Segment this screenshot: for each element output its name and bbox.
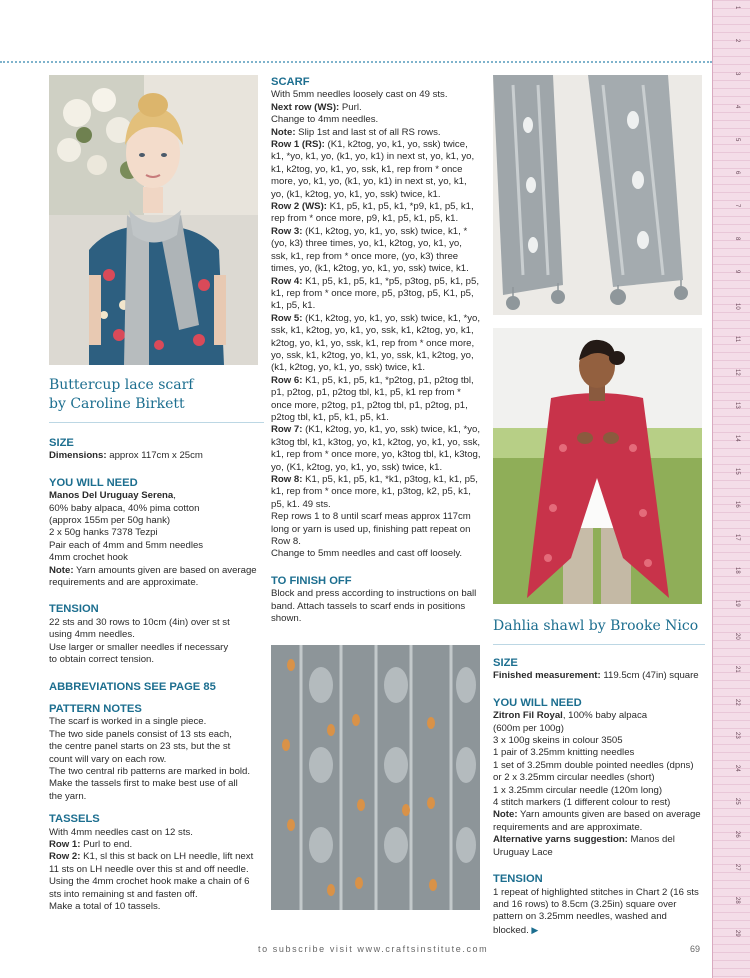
pattern-row: Row 4: K1, p5, k1, p5, k1, *p5, p3tog, p5, k1, p5, k1, rep from * once more, p5, p3tog, p5, K1, p5, k1, p5, k1. (271, 275, 479, 312)
scarf-intro: With 5mm needles loosely cast on 49 sts. (271, 89, 448, 101)
ruler-number: 1 (734, 6, 740, 10)
dahlia-alt-yarn: Alternative yarns suggestion: Manos del Uruguay Lace (493, 834, 675, 858)
dahlia-need-line: (600m per 100g) (493, 722, 564, 734)
dahlia-yarn-heading: YOU WILL NEED (493, 696, 582, 709)
tension-heading: TENSION (49, 603, 99, 616)
subscribe-footer: to subscribe visit www.craftsinstitute.com (258, 944, 489, 954)
need-line: 2 x 50g hanks 7378 Tezpi (49, 527, 158, 539)
size-heading: SIZE (49, 437, 74, 449)
ruler-number: 18 (734, 567, 740, 574)
ruler-number: 25 (734, 798, 740, 805)
shawl-model-photo (493, 328, 702, 604)
ruler-number: 3 (734, 72, 740, 76)
dahlia-need-line: 1 set of 3.25mm double pointed needles (dpns) (493, 759, 694, 771)
yarn-name: Manos Del Uruguay Serena, (49, 490, 176, 502)
dahlia-note: Note: Yarn amounts given are based on average requirements and are approximate. (493, 809, 701, 833)
notes-heading: PATTERN NOTES (49, 702, 142, 715)
dahlia-need-line: or 2 x 3.25mm circular needles (short) (493, 772, 655, 784)
pattern-row: Row 5: (K1, k2tog, yo, k1, yo, ssk) twice, k1, *yo, ssk, k1, k2tog, yo, k1, yo, ssk, k1, k2tog, yo, k1, k2tog, yo, k1, yo, ssk, k1, rep from * once more, yo, ssk, k1, k2tog, yo, k1, yo, ssk, k1, k2tog, yo, (k1, k2tog, yo, k1, yo, ssk) twice, k1. (271, 312, 481, 374)
scarf-castoff: Change to 5mm needles and cast off loosely. (271, 548, 463, 560)
dahlia-tension-heading: TENSION (493, 873, 543, 886)
tension-line: using 4mm needles. (49, 629, 135, 641)
page-number: 69 (690, 944, 701, 954)
ruler-number: 4 (734, 105, 740, 109)
top-dotted-divider (0, 61, 712, 63)
ruler-number: 10 (734, 303, 740, 310)
notes-line: count will vary on each row. (49, 753, 167, 765)
scarf-repeat: Rep rows 1 to 8 until scarf meas approx 117cm long or yarn is used up, finishing patt repeat on Row 8. (271, 511, 471, 548)
pattern-row: Row 7: (K1, k2tog, yo, k1, yo, ssk) twice, k1, *yo, k3tog tbl, k1, k3tog, yo, k1, k2tog, yo, k1, yo, ssk, k1, rep from * once more, yo, k3tog tbl, k1, k3tog, yo, (K1, k2tog, yo, k1, yo, ssk) twice, k1. (271, 424, 481, 473)
tension-line: to obtain correct tension. (49, 654, 155, 666)
ruler-number: 15 (734, 468, 740, 475)
buttercup-title: Buttercup lace scarf by Caroline Birkett (49, 377, 194, 412)
ruler-number: 14 (734, 435, 740, 442)
ruler-number: 23 (734, 732, 740, 739)
lace-closeup-photo (271, 645, 480, 910)
need-line: Pair each of 4mm and 5mm needles (49, 539, 204, 551)
title-divider (49, 422, 264, 423)
notes-line: the yarn. (49, 790, 87, 802)
scarf-note: Note: Slip 1st and last st of all RS rows. (271, 126, 441, 138)
yarn-note: Note: Yarn amounts given are based on average requirements and are approximate. (49, 564, 257, 589)
ruler-number: 24 (734, 765, 740, 772)
dahlia-tension-text: 1 repeat of highlighted stitches in Chart 2 (16 sts and 16 rows) to 8.5cm (3.25in) square over pattern on 3.25mm needles, washed and blocked. ▶ (493, 886, 699, 936)
ruler-number: 8 (734, 237, 740, 241)
ruler-number: 7 (734, 204, 740, 208)
tassels-intro: With 4mm needles cast on 12 sts. (49, 826, 193, 838)
yarn-heading: YOU WILL NEED (49, 476, 138, 489)
abbreviations-heading: ABBREVIATIONS SEE PAGE 85 (49, 680, 216, 693)
dahlia-column (493, 617, 705, 937)
continue-arrow-icon: ▶ (531, 924, 539, 935)
ruler-number: 22 (734, 699, 740, 706)
scarf-pattern-column (271, 76, 481, 625)
dahlia-need-line: 1 x 3.25mm circular needle (120m long) (493, 784, 663, 796)
tassels-heading: TASSELS (49, 813, 100, 826)
dahlia-title-divider (493, 644, 705, 645)
ruler-strip (712, 0, 750, 978)
ruler-number: 6 (734, 171, 740, 175)
ruler-number: 28 (734, 897, 740, 904)
notes-line: Make the tassels first to make best use of all (49, 778, 238, 790)
ruler-number: 9 (734, 270, 740, 274)
ruler-number: 20 (734, 633, 740, 640)
need-line: 4mm crochet hook (49, 552, 128, 564)
scarf-change-needles: Change to 4mm needles. (271, 114, 379, 126)
tassels-row1: Row 1: Purl to end. (49, 838, 133, 850)
ruler-number: 16 (734, 501, 740, 508)
ruler-number: 27 (734, 864, 740, 871)
tassels-end: Make a total of 10 tassels. (49, 901, 161, 912)
ruler-number: 19 (734, 600, 740, 607)
ruler-number: 17 (734, 534, 740, 541)
scarf-detail-photo (493, 75, 702, 315)
notes-line: The two central rib patterns are marked in bold. (49, 765, 251, 777)
size-line: Dimensions: approx 117cm x 25cm (49, 450, 203, 462)
pattern-row: Row 2 (WS): K1, p5, k1, p5, k1, *p9, k1, p5, k1, rep from * once more, p9, k1, p5, k1, p5, k1. (271, 201, 474, 225)
buttercup-column (49, 376, 264, 913)
need-line: 60% baby alpaca, 40% pima cotton (49, 502, 200, 514)
notes-line: The scarf is worked in a single piece. (49, 716, 207, 728)
finish-heading: TO FINISH OFF (271, 574, 352, 587)
dahlia-size-line: Finished measurement: 119.5cm (47in) square (493, 670, 699, 682)
tension-line: Use larger or smaller needles if necessary (49, 641, 229, 653)
ruler-number: 12 (734, 369, 740, 376)
scarf-next-row: Next row (WS): Purl. (271, 101, 362, 113)
dahlia-need-line: 1 pair of 3.25mm knitting needles (493, 747, 635, 759)
ruler-number: 13 (734, 402, 740, 409)
scarf-heading: SCARF (271, 76, 310, 88)
scarf-model-photo (49, 75, 258, 365)
dahlia-need-line: 3 x 100g skeins in colour 3505 (493, 735, 623, 747)
pattern-row: Row 6: K1, p5, k1, p5, k1, *p2tog, p1, p2tog tbl, p1, p2tog, p1, p2tog tbl, k1, p5, k1 rep from * once more, p2tog, p1, p2tog tbl, p1, p2tog, p1, p2tog tbl, k1, p5, k1, p5, k1. (271, 374, 474, 423)
pattern-row: Row 1 (RS): (K1, k2tog, yo, k1, yo, ssk) twice, k1, *yo, k1, yo, (k1, yo, k1) in next st, yo, k1, yo, k1, k2tog, yo, k1, yo, ssk, k1, rep from * once more, yo, k1, yo, (k1, yo, k1) in next st, yo, k1, yo, (k1, k2tog, yo, k1, yo, ssk) twice, k1. (271, 139, 475, 200)
ruler-number: 2 (734, 39, 740, 43)
tension-line: 22 sts and 30 rows to 10cm (4in) over st st (49, 616, 230, 628)
dahlia-size-heading: SIZE (493, 657, 518, 669)
ruler-number: 21 (734, 666, 740, 673)
finish-text: Block and press according to instructions on ball band. Attach tassels to scarf ends in positions shown. (271, 588, 477, 625)
need-line: (approx 155m per 50g hank) (49, 515, 171, 527)
notes-line: The two side panels consist of 13 sts each, (49, 728, 232, 740)
ruler-number: 26 (734, 831, 740, 838)
pattern-row: Row 8: K1, p5, k1, p5, k1, *k1, p3tog, k1, k1, p5, k1, rep from * once more, k1, p3tog, k2, p5, k1, p5, k1. 49 sts. (271, 474, 478, 510)
pattern-row: Row 3: (K1, k2tog, yo, k1, yo, ssk) twice, k1, *(yo, k3) three times, yo, k1, k2tog, yo, k1, yo, ssk, k1, rep from * once more, (yo, k3) three times, yo, (k1, k2tog, yo, k1, yo, ssk) twice, k1. (271, 225, 469, 275)
ruler-number: 11 (734, 336, 740, 343)
notes-line: the centre panel starts on 23 sts, but the st (49, 741, 231, 753)
ruler-number: 5 (734, 138, 740, 142)
tassels-row2: Row 2: K1, sl this st back on LH needle, lift next 11 sts on LH needle over this st and off needle. Using the 4mm crochet hook make a chain of 6 sts into remaining st and fasten off. (49, 851, 254, 900)
dahlia-title: Dahlia shawl by Brooke Nico (493, 618, 699, 634)
ruler-number: 29 (734, 930, 740, 937)
dahlia-yarn-name: Zitron Fil Royal, 100% baby alpaca (493, 710, 648, 722)
dahlia-need-line: 4 stitch markers (1 different colour to rest) (493, 797, 671, 809)
